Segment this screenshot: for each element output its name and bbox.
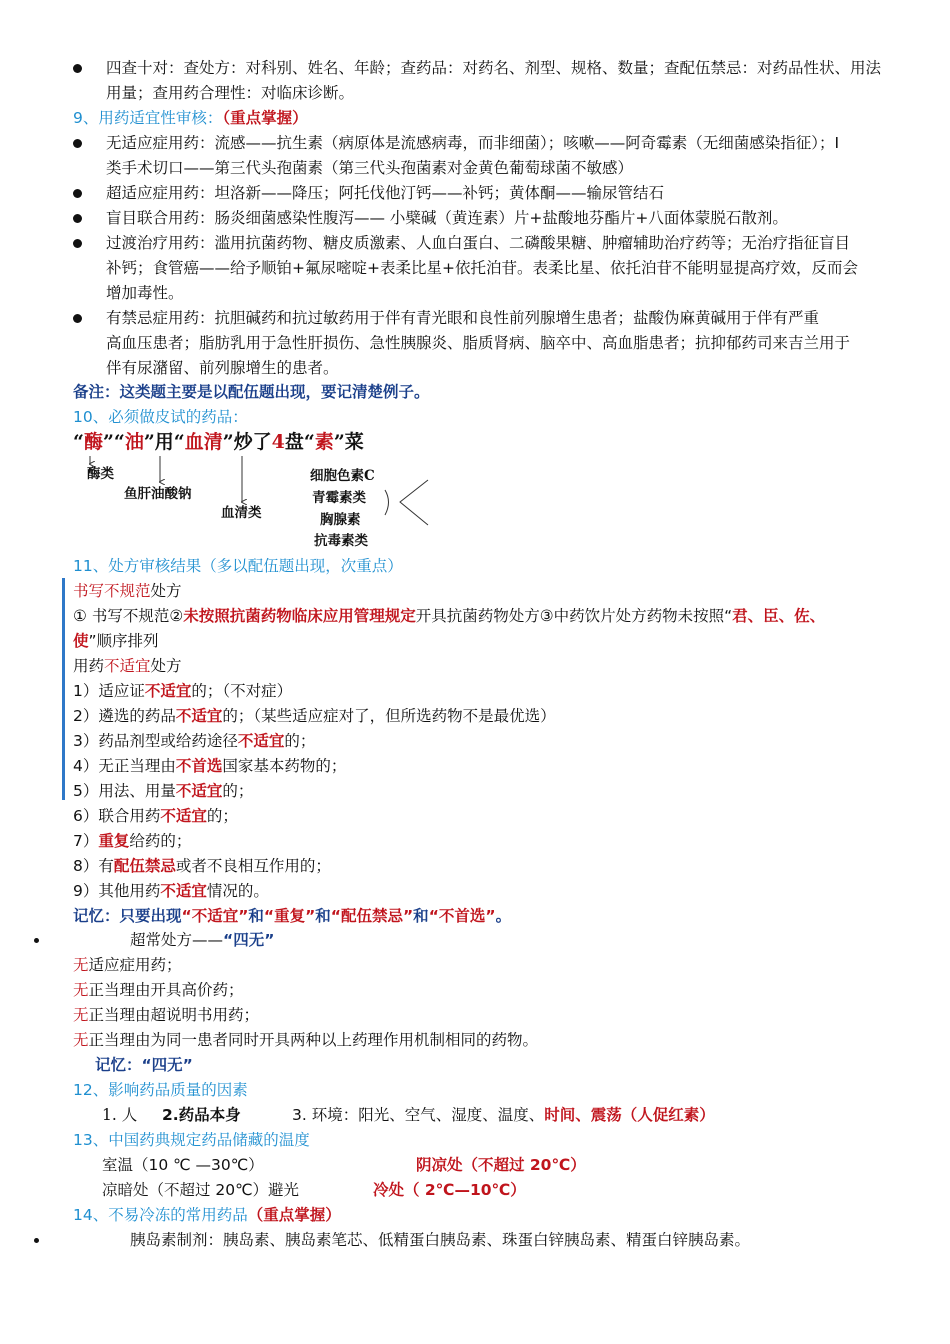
memo-text: 记忆：只要出现 xyxy=(73,907,182,925)
diagram-label: 胸腺素 xyxy=(320,512,361,528)
heading-note: （重点掌握） xyxy=(247,1206,341,1224)
list-item xyxy=(73,755,346,777)
bullet-icon xyxy=(73,314,82,323)
item-text: 7） xyxy=(73,832,99,850)
bullet-icon xyxy=(73,214,82,223)
temp-dark: 凉暗处（不超过 20℃）避光 xyxy=(102,1181,300,1199)
item-emphasis: 不适宜 xyxy=(144,682,192,700)
section-heading: 13、中国药典规定药品储藏的温度 xyxy=(73,1131,310,1149)
mn-su: 素 xyxy=(314,431,334,453)
subheading-emphasis: “四无” xyxy=(223,931,275,949)
item-text: 2）遴选的药品 xyxy=(73,707,176,725)
factor-emphasis: 时间、震荡（人促红素） xyxy=(544,1106,715,1124)
factor-text: 3. 环境：阳光、空气、湿度、温度、 xyxy=(292,1106,545,1124)
left-margin-bar xyxy=(62,578,65,800)
mnemonic-arrows xyxy=(60,450,450,550)
list-item xyxy=(73,880,269,902)
text-line: 高血压患者；脂肪乳用于急性肝损伤、急性胰腺炎、脂质肾病、脑卒中、高血脂患者；抗抑郁药司来吉兰用于 xyxy=(106,334,851,352)
memo-emphasis: “配伍禁忌” xyxy=(330,907,414,925)
mn-oil: 油 xyxy=(124,431,144,453)
text-line: 增加毒性。 xyxy=(106,284,184,302)
text-line: 无适应症用药：流感——抗生素（病原体是流感病毒，而非细菌）；咳嗽——阿奇霉素（无细菌感染指征）；I xyxy=(106,134,840,152)
diagram-label: 血清类 xyxy=(221,505,262,521)
text-emphasis: 未按照抗菌药物临床应用管理规定 xyxy=(183,607,416,625)
diagram-label: 细胞色素C xyxy=(310,468,375,484)
mn-part: ”“ xyxy=(102,431,125,453)
section-heading: 11、处方审核结果（多以配伍题出现，次重点） xyxy=(73,557,403,575)
item-emphasis: 不适宜 xyxy=(175,707,223,725)
text-emphasis: 君、臣、佐、 xyxy=(732,607,826,625)
item-emphasis: 不首选 xyxy=(175,757,223,775)
list-item xyxy=(73,1029,538,1051)
heading-text: 9、用药适宜性审核： xyxy=(73,109,223,127)
list-item xyxy=(73,1004,259,1026)
heading-text: 14、不易冷冻的常用药品 xyxy=(73,1206,248,1224)
item-text: 6）联合用药 xyxy=(73,807,161,825)
subheading-black: 处方 xyxy=(150,582,182,600)
diagram-label: 青霉素类 xyxy=(312,490,366,506)
bullet-icon xyxy=(73,189,82,198)
subheading-red: 不适宜 xyxy=(104,657,151,675)
mn-enzyme: 酶 xyxy=(83,431,103,453)
item-text: 情况的。 xyxy=(206,882,269,900)
memo-text: 和 xyxy=(413,907,429,925)
text-line: 补钙；食管癌——给予顺铂+氟尿嘧啶+表柔比星+依托泊苷。表柔比星、依托泊苷不能明显提高疗效，反而会 xyxy=(106,259,858,277)
item-text: 正当理由超说明书用药； xyxy=(88,1006,260,1024)
subheading xyxy=(73,580,182,602)
item-emphasis: 不适宜 xyxy=(160,882,207,900)
list-item xyxy=(73,954,182,976)
memory-note: 记忆：“四无” xyxy=(95,1056,193,1074)
item-text: 的； xyxy=(284,732,316,750)
memo-text: 。 xyxy=(495,907,512,925)
section-heading xyxy=(73,107,308,129)
diagram-label: 鱼肝油酸钠 xyxy=(124,486,192,502)
temp-room: 室温（10 ℃ —30℃） xyxy=(102,1156,264,1174)
mn-part: ”菜 xyxy=(333,431,364,453)
diagram-label: 抗毒素类 xyxy=(314,533,368,549)
subheading-part: 超常处方—— xyxy=(130,931,224,949)
item-emphasis: 配伍禁忌 xyxy=(113,857,176,875)
text-line: 伴有尿潴留、前列腺增生的患者。 xyxy=(106,359,339,377)
section-heading: 10、必须做皮试的药品： xyxy=(73,408,248,426)
text-line: 盲目联合用药：肠炎细菌感染性腹泻—— 小檗碱（黄连素）片+盐酸地芬酯片+八面体蒙脱石散剂。 xyxy=(106,209,788,227)
mn-part: ”用“ xyxy=(143,431,185,453)
memo-text: 和 xyxy=(315,907,331,925)
list-item xyxy=(73,855,331,877)
item-emphasis: 重复 xyxy=(98,832,130,850)
subheading-part: 用药 xyxy=(73,657,105,675)
item-text: 给药的； xyxy=(129,832,192,850)
mn-part: ”炒了 xyxy=(222,431,272,453)
heading-note: （重点掌握） xyxy=(222,109,308,127)
item-text: 4）无正当理由 xyxy=(73,757,176,775)
text-line: 四查十对：查处方：对科别、姓名、年龄；查药品：对药名、剂型、规格、数量；查配伍禁忌：对药品性状、用法 xyxy=(106,59,882,77)
item-emphasis: 无 xyxy=(73,1031,89,1049)
item-text: 的；（某些适应症对了，但所选药物不是最优选） xyxy=(222,707,556,725)
item-text: 的； xyxy=(206,807,238,825)
factor-item: 2.药品本身 xyxy=(162,1106,241,1124)
subheading xyxy=(73,655,182,677)
list-item xyxy=(73,680,292,702)
memo-emphasis: “不首选” xyxy=(428,907,496,925)
diagram-label: 酶类 xyxy=(87,466,114,482)
item-emphasis: 无 xyxy=(73,1006,89,1024)
factor-item xyxy=(292,1104,715,1126)
list-item xyxy=(73,705,556,727)
temp-cold: 冷处（ 2℃—10℃） xyxy=(373,1181,526,1199)
list-item xyxy=(73,780,253,802)
item-text: 适应症用药； xyxy=(88,956,182,974)
item-emphasis: 无 xyxy=(73,981,89,999)
item-text: 或者不良相互作用的； xyxy=(175,857,331,875)
text-line: 类手术切口——第三代头孢菌素（第三代头孢菌素对金黄色葡萄球菌不敏感） xyxy=(106,159,634,177)
bullet-icon xyxy=(73,64,82,73)
subheading-red: 书写不规范 xyxy=(73,582,151,600)
text-part: ① 书写不规范② xyxy=(73,607,184,625)
list-item xyxy=(73,979,244,1001)
mn-part: 盘“ xyxy=(284,431,315,453)
item-emphasis: 不适宜 xyxy=(160,807,207,825)
item-text: 的；（不对症） xyxy=(191,682,293,700)
memo-text: 和 xyxy=(248,907,264,925)
list-item xyxy=(73,730,315,752)
memo-emphasis: “重复” xyxy=(263,907,316,925)
subheading-part: 处方 xyxy=(150,657,182,675)
item-emphasis: 不适宜 xyxy=(237,732,285,750)
list-item xyxy=(73,805,238,827)
note-text: 备注：这类题主要是以配伍题出现，要记清楚例子。 xyxy=(73,383,430,401)
text-line: 超适应症用药：坦洛新——降压；阿托伐他汀钙——补钙；黄体酮——输尿管结石 xyxy=(106,184,665,202)
item-text: 1）适应证 xyxy=(73,682,145,700)
item-text: 国家基本药物的； xyxy=(222,757,347,775)
text-line xyxy=(73,605,825,627)
text-line: 胰岛素制剂：胰岛素、胰岛素笔芯、低精蛋白胰岛素、珠蛋白锌胰岛素、精蛋白锌胰岛素。 xyxy=(130,1231,751,1249)
bullet-icon xyxy=(34,1238,39,1243)
subheading xyxy=(130,929,274,951)
memory-note xyxy=(73,905,511,927)
section-heading xyxy=(73,1204,341,1226)
bullet-icon xyxy=(73,139,82,148)
item-text: 8）有 xyxy=(73,857,114,875)
item-text: 9）其他用药 xyxy=(73,882,161,900)
item-text: 正当理由开具高价药； xyxy=(88,981,244,999)
text-line: 过渡治疗用药：滥用抗菌药物、糖皮质激素、人血白蛋白、二磷酸果糖、肿瘤辅助治疗药等；无治疗指征盲目 xyxy=(106,234,851,252)
bullet-icon xyxy=(73,239,82,248)
item-text: 5）用法、用量 xyxy=(73,782,176,800)
item-text: 3）药品剂型或给药途径 xyxy=(73,732,238,750)
factor-item: 1. 人 xyxy=(102,1106,138,1124)
section-heading: 12、影响药品质量的因素 xyxy=(73,1081,248,1099)
text-emphasis: 使 xyxy=(73,632,89,650)
item-emphasis: 不适宜 xyxy=(175,782,223,800)
text-line: 有禁忌症用药：抗胆碱药和抗过敏药用于伴有青光眼和良性前列腺增生患者；盐酸伪麻黄碱用于伴有严重 xyxy=(106,309,820,327)
item-text: 正当理由为同一患者同时开具两种以上药理作用机制相同的药物。 xyxy=(88,1031,539,1049)
temp-cool: 阴凉处（不超过 20℃） xyxy=(416,1156,586,1174)
item-text: 的； xyxy=(222,782,254,800)
bullet-icon xyxy=(34,938,39,943)
text-part: 开具抗菌药物处方③中药饮片处方药物未按照“ xyxy=(415,607,733,625)
item-emphasis: 无 xyxy=(73,956,89,974)
memo-emphasis: “不适宜” xyxy=(181,907,249,925)
mn-serum: 血清 xyxy=(184,431,223,453)
text-part: ”顺序排列 xyxy=(88,632,159,650)
list-item xyxy=(73,830,191,852)
mn-four: 4 xyxy=(271,431,285,453)
mn-part: “ xyxy=(73,431,84,453)
text-line: 用量；查用药合理性：对临床诊断。 xyxy=(106,84,355,102)
text-line xyxy=(73,630,159,652)
